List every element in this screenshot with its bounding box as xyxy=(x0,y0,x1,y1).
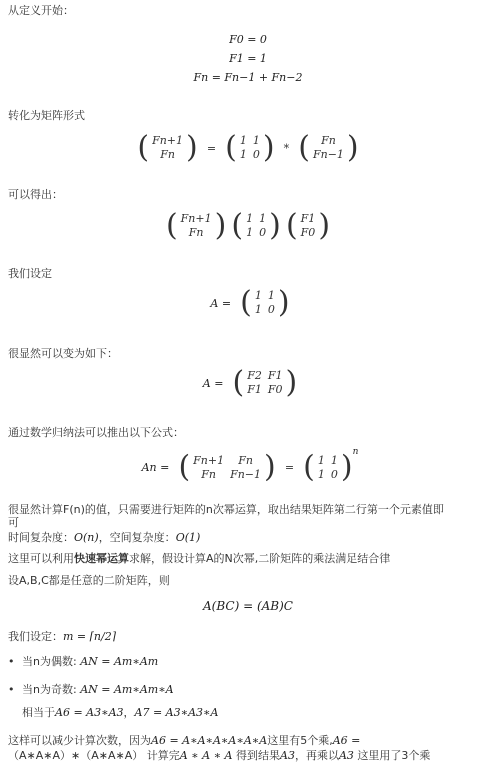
matrix-form-label: 转化为矩阵形式 xyxy=(8,109,85,122)
def-f0: F0 = 0 xyxy=(229,33,267,46)
obvious-label: 很显然可以变为如下： xyxy=(8,347,118,360)
bullet-odd: • xyxy=(8,683,15,696)
equation-a-fib: A = ( F2 F1 F1 F0 ) xyxy=(202,365,298,400)
equation-matrix-form: ( Fn+1 Fn ) = ( 1 1 1 0 ) * ( Fn Fn−1 ) xyxy=(137,130,359,165)
even-case: 当n为偶数: AN = Am∗Am xyxy=(22,655,159,668)
fast-pow-line: 这里可以利用快速幂运算求解，假设计算A的N次幂,二阶矩阵的乘法满足结合律 xyxy=(8,552,391,565)
conclusion-line1: 很显然计算F(n)的值，只需要进行矩阵的n次幂运算，取出结果矩阵第二行第一个元素值即 xyxy=(8,503,444,516)
derive-label: 可以得出： xyxy=(8,188,63,201)
equation-derived: ( Fn+1 Fn ) ( 1 1 1 0 ) ( F1 F0 ) xyxy=(165,208,331,243)
intro-text: 从定义开始： xyxy=(8,4,74,17)
set-label: 我们设定 xyxy=(8,267,52,280)
example-line: 相当于A6 = A3∗A3，A7 = A3∗A3∗A xyxy=(22,706,219,719)
m-def-line: 我们设定：m = ⌈n/2⌉ xyxy=(8,630,117,643)
equation-induction: An = ( Fn+1 Fn Fn Fn−1 ) = ( 1 1 1 0 )$^n$ xyxy=(141,447,359,485)
summary-line1: 这样可以减少计算次数，因为A6 = A∗A∗A∗A∗A∗A这里有5个乘,A6 = xyxy=(8,734,361,747)
def-f1: F1 = 1 xyxy=(229,52,267,65)
conclusion-line2: 可 xyxy=(8,516,19,529)
def-fn: Fn = Fn−1 + Fn−2 xyxy=(193,71,303,84)
abc-label: 设A,B,C都是任意的二阶矩阵，则 xyxy=(8,574,170,587)
associativity-equation: A(BC) = (AB)C xyxy=(203,599,293,613)
complexity-line: 时间复杂度：O(n)，空间复杂度：O(1) xyxy=(8,531,201,544)
odd-case: 当n为奇数: AN = Am∗Am∗A xyxy=(22,683,174,696)
bullet-even: • xyxy=(8,655,15,668)
summary-line2: （A∗A∗A）∗（A∗A∗A） 计算完A ∗ A ∗ A 得到结果A3，再乘以A3 这里用了3个乘 xyxy=(8,749,431,762)
equation-a-def: A = ( 1 1 1 0 ) xyxy=(210,285,290,320)
induction-label: 通过数学归纳法可以推出以下公式： xyxy=(8,426,184,439)
